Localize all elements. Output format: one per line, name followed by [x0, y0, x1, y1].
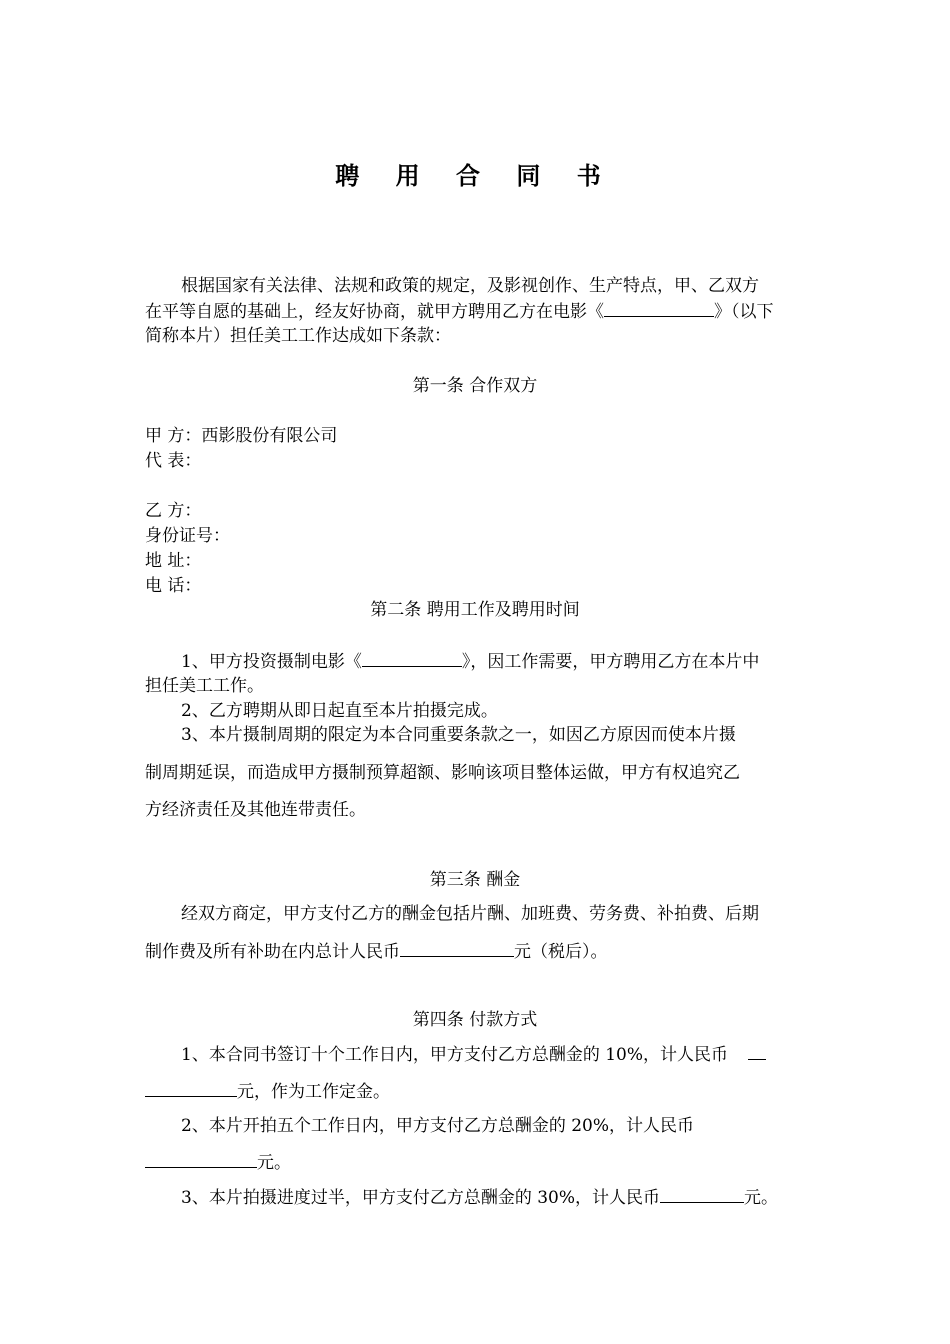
article-3-line-2	[145, 939, 608, 964]
article-3-line-2-text-b: 元（税后）。	[514, 942, 608, 962]
total-fee-blank	[400, 939, 514, 957]
deposit-blank-start	[748, 1042, 766, 1060]
article-1-heading: 第一条 合作双方	[412, 376, 538, 396]
address-label: 地 址：	[145, 551, 202, 571]
phone-label: 电 话：	[145, 576, 202, 596]
representative-row	[145, 449, 201, 473]
article-3-line-2-text-a: 制作费及所有补助在内总计人民币	[145, 942, 400, 962]
article-2-item-1-cont: 担任美工工作。	[145, 676, 264, 696]
document-title: 聘 用 合 同 书	[335, 161, 615, 190]
article-4-item-2-text-b: 元。	[257, 1153, 291, 1173]
party-a-label: 甲 方：	[145, 426, 202, 446]
film-name-blank	[362, 649, 462, 667]
preamble-line-2	[145, 299, 774, 324]
film-title-blank	[604, 299, 714, 317]
second-payment-blank	[145, 1150, 257, 1168]
article-3-line-1: 经双方商定，甲方支付乙方的酬金包括片酬、加班费、劳务费、补拍费、后期	[181, 904, 759, 924]
id-number-row	[145, 524, 230, 548]
article-4-item-2: 2、本片开拍五个工作日内，甲方支付乙方总酬金的 20%，计人民币	[181, 1116, 695, 1136]
id-number-label: 身份证号：	[145, 526, 230, 546]
preamble-line-1: 根据国家有关法律、法规和政策的规定，及影视创作、生产特点，甲、乙双方	[181, 276, 759, 296]
party-b-label: 乙 方：	[145, 501, 202, 521]
article-3-heading: 第三条 酬金	[429, 870, 521, 890]
article-4-heading: 第四条 付款方式	[412, 1010, 538, 1030]
article-4-item-3	[181, 1185, 778, 1210]
article-4-item-1-text-b: 元，作为工作定金。	[237, 1082, 390, 1102]
article-4-item-1-cont	[145, 1079, 390, 1104]
article-2-item-1	[181, 649, 759, 674]
article-2-item-3-cont-2: 方经济责任及其他连带责任。	[145, 800, 366, 820]
party-a-row	[145, 424, 337, 448]
article-2-heading: 第二条 聘用工作及聘用时间	[370, 600, 580, 620]
preamble-line-2-text-b: 》（以下	[714, 302, 774, 322]
article-4-item-2-cont	[145, 1150, 291, 1175]
article-4-item-3-text-a: 3、本片拍摄进度过半，甲方支付乙方总酬金的 30%，计人民币	[181, 1188, 661, 1208]
phone-row	[145, 574, 201, 598]
article-2-item-3-cont-1: 制周期延误，而造成甲方摄制预算超额、影响该项目整体运做，甲方有权追究乙	[145, 763, 740, 783]
article-4-item-3-text-b: 元。	[744, 1188, 779, 1208]
article-2-item-1-text-a: 1、甲方投资摄制电影《	[181, 652, 362, 672]
third-payment-blank	[660, 1185, 744, 1203]
article-2-item-3: 3、本片摄制周期的限定为本合同重要条款之一，如因乙方原因而使本片摄	[181, 725, 736, 745]
article-2-item-1-text-b: 》，因工作需要，甲方聘用乙方在本片中	[461, 652, 760, 672]
party-b-row	[145, 499, 201, 523]
address-row	[145, 549, 201, 573]
preamble-line-3: 简称本片）担任美工工作达成如下条款：	[145, 326, 451, 346]
article-2-item-2: 2、乙方聘期从即日起直至本片拍摄完成。	[181, 701, 498, 721]
representative-label: 代 表：	[145, 451, 202, 471]
article-4-item-1-text-a: 1、本合同书签订十个工作日内，甲方支付乙方总酬金的 10%，计人民币	[181, 1045, 729, 1065]
preamble-line-2-text-a: 在平等自愿的基础上，经友好协商，就甲方聘用乙方在电影《	[145, 302, 604, 322]
article-4-item-1	[181, 1042, 766, 1067]
deposit-blank	[145, 1079, 237, 1097]
party-a-value: 西影股份有限公司	[201, 426, 338, 446]
